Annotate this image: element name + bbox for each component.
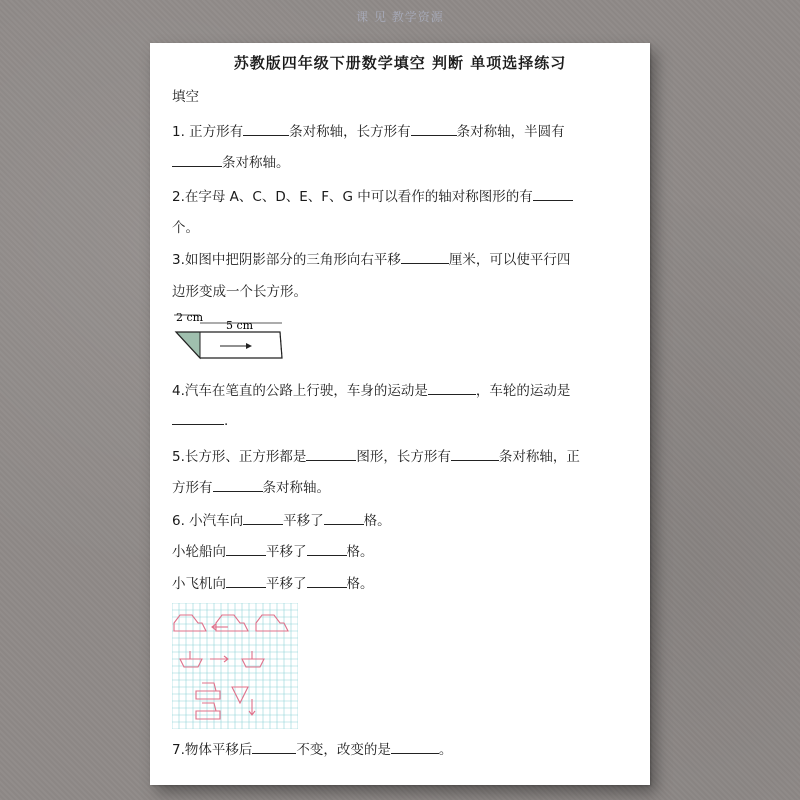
translation-grid-figure [172, 603, 298, 729]
q6-plane-text-c: 格。 [346, 576, 374, 592]
q5-text-b: 图形，长方形有 [356, 449, 451, 465]
q2-blank[interactable] [533, 187, 573, 201]
q7-blank-1[interactable] [252, 740, 296, 754]
airplane-second-icon [256, 615, 288, 631]
q5-blank-2[interactable] [451, 447, 499, 461]
q4-blank-2[interactable] [172, 411, 224, 425]
q6-boat-text-b: 平移了 [266, 544, 307, 560]
question-2-line-1 [172, 185, 573, 205]
arrow-icon [246, 343, 252, 349]
q1-blank-3[interactable] [172, 153, 222, 167]
q5-text-a: 5.长方形、正方形都是 [172, 449, 307, 465]
q6-boat-blank-1[interactable] [226, 542, 266, 556]
question-4-line-2 [172, 411, 228, 429]
question-1-line-2 [172, 151, 290, 171]
q7-text-b: 不变，改变的是 [296, 742, 391, 758]
q4-text-c: . [224, 413, 229, 429]
car-original-icon [196, 683, 220, 699]
q5-blank-3[interactable] [213, 478, 263, 492]
q5-text-e: 条对称轴。 [262, 480, 330, 496]
q6-boat-text-a: 小轮船向 [172, 544, 226, 560]
moved-shapes [174, 615, 288, 719]
q1-text-c: 条对称轴，半圆有 [456, 124, 565, 140]
question-7-line [172, 738, 452, 758]
q3-text-b: 厘米，可以使平行四 [448, 252, 571, 268]
q4-blank-1[interactable] [428, 381, 476, 395]
parallelogram-figure [170, 307, 290, 365]
q3-text-a: 3.如图中把阴影部分的三角形向右平移 [172, 252, 401, 268]
question-6-car-line [172, 509, 391, 529]
q7-blank-2[interactable] [391, 740, 439, 754]
q2-text-a: 2.在字母 A、C、D、E、F、G 中可以看作的轴对称图形的有 [172, 189, 533, 205]
question-6-plane-line [172, 572, 374, 592]
q6-plane-text-a: 小飞机向 [172, 576, 226, 592]
question-3-line-1 [172, 248, 570, 268]
watermark: 课 见 教学资源 [356, 10, 444, 24]
triangle-shape [232, 687, 248, 703]
q5-blank-1[interactable] [306, 447, 356, 461]
boat-original-icon [180, 651, 202, 667]
worksheet-page [150, 43, 650, 785]
q3-blank[interactable] [401, 250, 449, 264]
q5-text-d: 方形有 [172, 480, 213, 496]
q1-blank-1[interactable] [243, 122, 289, 136]
label-2cm: 2 cm [176, 311, 204, 324]
worksheet-title: 苏教版四年级下册数学填空 判断 单项选择练习 [233, 54, 567, 72]
section-heading: 填空 [172, 89, 199, 105]
question-5-line-1 [172, 445, 580, 465]
q6-car-text-a: 6. 小汽车向 [172, 513, 244, 529]
label-5cm: 5 cm [226, 319, 254, 332]
q4-text-a: 4.汽车在笔直的公路上行驶，车身的运动是 [172, 383, 428, 399]
question-1-line-1 [172, 120, 565, 140]
q5-text-c: 条对称轴，正 [498, 449, 580, 465]
q6-plane-blank-1[interactable] [226, 574, 266, 588]
q6-car-text-b: 平移了 [283, 513, 324, 529]
q1-text-b: 条对称轴，长方形有 [289, 124, 411, 140]
q6-boat-text-c: 格。 [346, 544, 374, 560]
q6-plane-blank-2[interactable] [307, 574, 347, 588]
q1-text-d: 条对称轴。 [222, 155, 290, 171]
car-moved-icon [196, 703, 220, 719]
question-2-line-2: 个。 [172, 220, 199, 236]
q6-plane-text-b: 平移了 [266, 576, 307, 592]
q6-car-blank-2[interactable] [324, 511, 364, 525]
question-6-boat-line [172, 540, 374, 560]
q6-car-blank-1[interactable] [243, 511, 283, 525]
boat-moved-icon [242, 651, 264, 667]
q4-text-b: ，车轮的运动是 [475, 383, 571, 399]
q6-car-text-c: 格。 [363, 513, 391, 529]
q6-boat-blank-2[interactable] [307, 542, 347, 556]
q7-text-c: 。 [438, 742, 453, 758]
question-5-line-2 [172, 476, 330, 496]
q7-text-a: 7.物体平移后 [172, 742, 253, 758]
q1-blank-2[interactable] [411, 122, 457, 136]
q1-text-a: 1. 正方形有 [172, 124, 244, 140]
question-3-line-2: 边形变成一个长方形。 [172, 284, 307, 300]
question-4-line-1 [172, 379, 570, 399]
